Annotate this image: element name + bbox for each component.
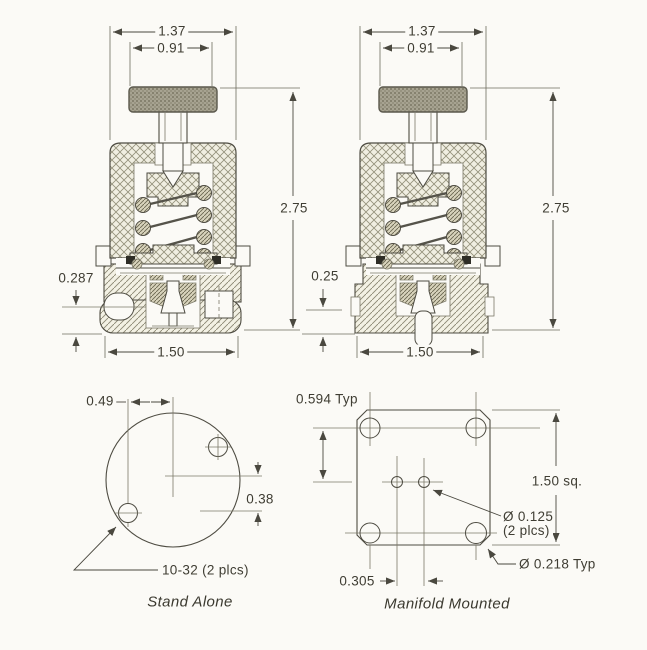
- dim-base-width-left: 1.50: [154, 345, 187, 360]
- dim-port-height-left: 0.287: [55, 271, 96, 286]
- dim-base-width-right: 1.50: [403, 345, 436, 360]
- dim-small-hole-pitch: 0.305: [336, 574, 377, 589]
- dim-boss-height-right: 0.25: [308, 269, 341, 284]
- callout-small-hole: [503, 510, 553, 538]
- dim-height-left: 2.75: [277, 201, 310, 216]
- thread-callout: 10-32 (2 plcs): [162, 562, 249, 578]
- dim-hole-offset-x: 0.49: [83, 394, 116, 409]
- dim-hole-offset-y: 0.38: [243, 492, 276, 507]
- dim-cap-width-right: 1.37: [405, 24, 438, 39]
- caption-stand-alone: Stand Alone: [147, 593, 233, 611]
- dim-knob-width-right: 0.91: [404, 41, 437, 56]
- caption-manifold-mounted: Manifold Mounted: [384, 595, 510, 613]
- manifold-base-section: [351, 264, 494, 346]
- callout-small-hole-qty: (2 plcs): [503, 523, 550, 538]
- regulator-upper-right: [346, 87, 500, 275]
- dim-cap-width-left: 1.37: [155, 24, 188, 39]
- dim-knob-width-left: 0.91: [154, 41, 187, 56]
- dim-hole-pitch: 0.594 Typ: [296, 391, 358, 407]
- stand-alone-bottom-view: [74, 397, 262, 570]
- regulator-upper-left: [96, 87, 250, 275]
- dim-plate-size: 1.50 sq.: [529, 474, 585, 489]
- callout-mount-hole-dia: Ø 0.218 Typ: [519, 556, 596, 572]
- dim-height-right: 2.75: [539, 201, 572, 216]
- callout-small-hole-dia: Ø 0.125: [503, 509, 554, 524]
